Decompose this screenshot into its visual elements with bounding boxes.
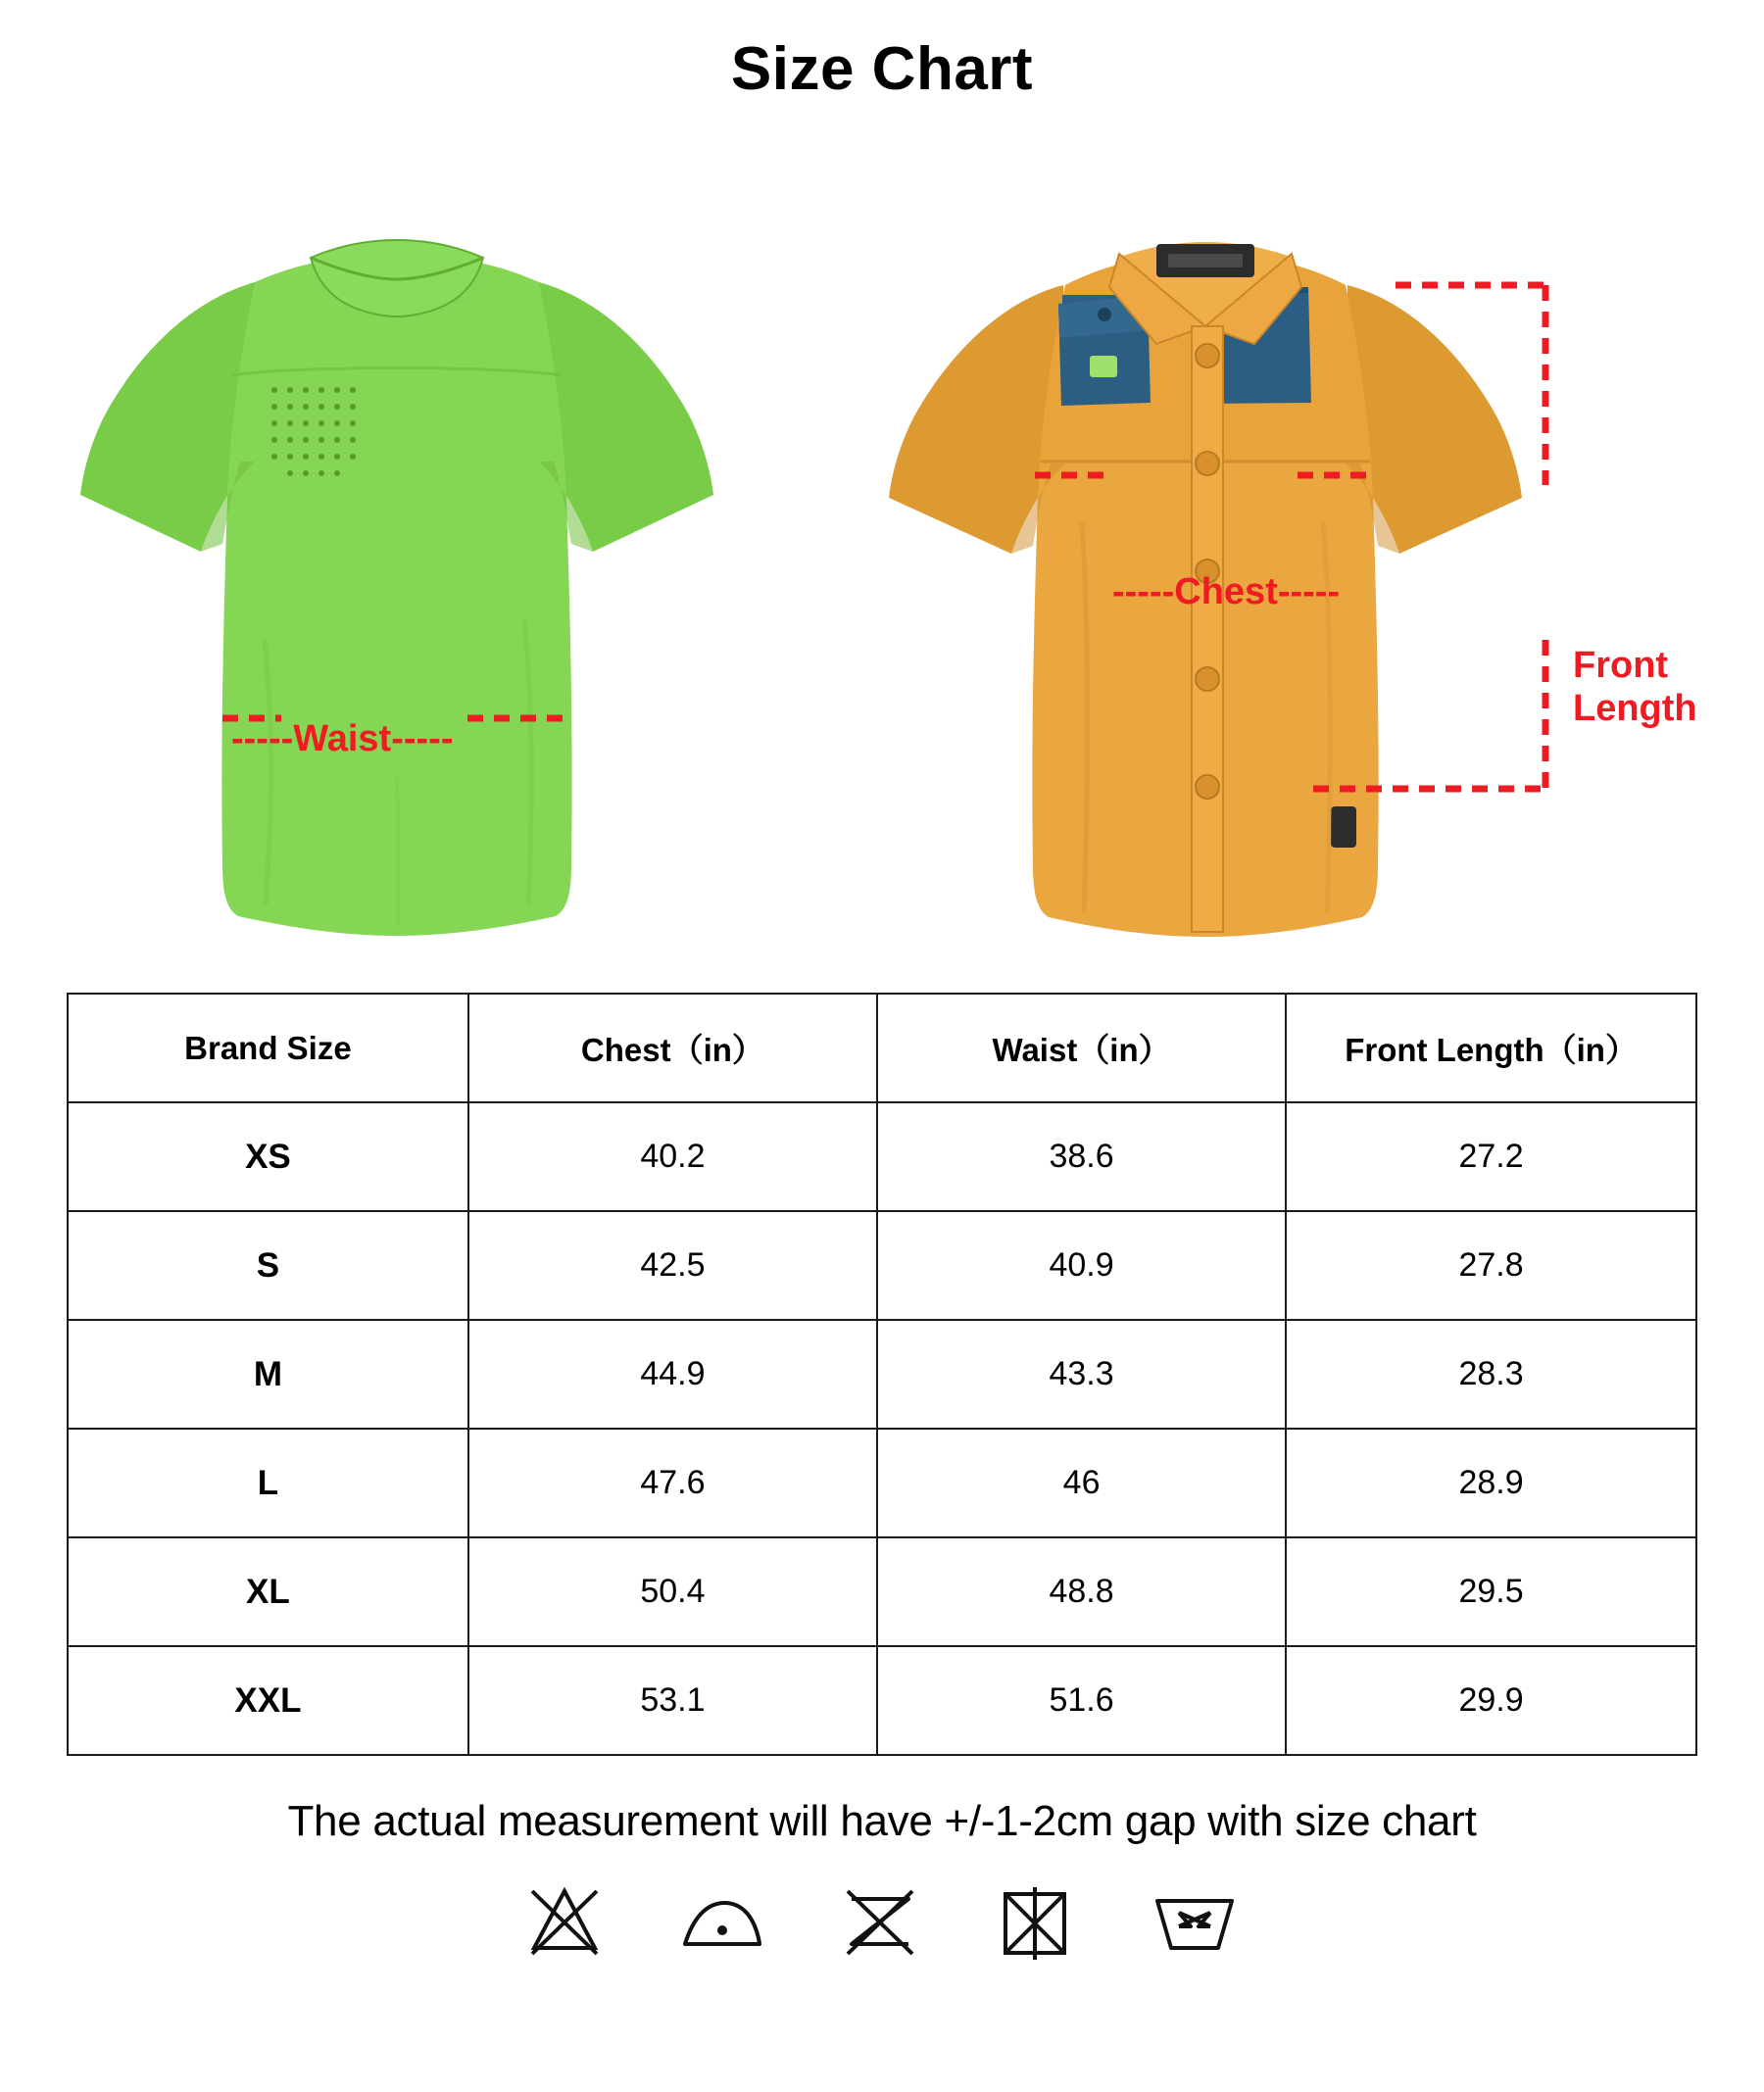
cell-chest: 50.4	[468, 1537, 877, 1646]
front-length-line-1: Front	[1573, 645, 1669, 687]
do-not-dry-clean-icon	[993, 1879, 1077, 1964]
table-row	[68, 1102, 1696, 1211]
waist-annotation-label: -----Waist-----	[231, 718, 454, 760]
do-not-bleach-icon	[522, 1879, 607, 1964]
cell-chest: 47.6	[468, 1429, 877, 1537]
column-header-waist: Waist（in）	[877, 994, 1286, 1102]
cell-size: S	[68, 1211, 468, 1320]
cell-waist: 38.6	[877, 1102, 1286, 1211]
cell-waist: 40.9	[877, 1211, 1286, 1320]
care-instructions-row	[0, 1846, 1764, 1964]
page-title: Size Chart	[730, 35, 1034, 103]
cell-chest: 40.2	[468, 1102, 877, 1211]
column-header-front-length: Front Length（in）	[1286, 994, 1696, 1102]
cell-waist: 51.6	[877, 1646, 1286, 1755]
front-length-line-2: Length	[1573, 687, 1697, 729]
cell-chest: 42.5	[468, 1211, 877, 1320]
waist-measure-line	[54, 228, 740, 953]
cell-waist: 46	[877, 1429, 1286, 1537]
size-table-container	[0, 993, 1764, 1756]
hand-wash-icon	[1148, 1879, 1242, 1964]
column-header-brand-size: Brand Size	[68, 994, 468, 1102]
shirt-back-view	[54, 228, 740, 953]
iron-low-heat-icon	[677, 1879, 767, 1964]
cell-front-length: 27.8	[1286, 1211, 1696, 1320]
cell-front-length: 28.3	[1286, 1320, 1696, 1429]
cell-chest: 44.9	[468, 1320, 877, 1429]
cell-front-length: 29.5	[1286, 1537, 1696, 1646]
front-length-annotation-label	[1573, 645, 1697, 730]
cell-size: XXL	[68, 1646, 468, 1755]
do-not-tumble-dry-icon	[838, 1879, 922, 1964]
chest-annotation-label: -----Chest-----	[1112, 571, 1341, 613]
table-row	[68, 1537, 1696, 1646]
table-row	[68, 1211, 1696, 1320]
cell-front-length: 28.9	[1286, 1429, 1696, 1537]
table-header-row	[68, 994, 1696, 1102]
cell-waist: 43.3	[877, 1320, 1286, 1429]
cell-chest: 53.1	[468, 1646, 877, 1755]
table-row	[68, 1646, 1696, 1755]
cell-front-length: 29.9	[1286, 1646, 1696, 1755]
table-row	[68, 1429, 1696, 1537]
size-table	[67, 993, 1697, 1756]
illustration-area	[0, 101, 1764, 993]
cell-size: XS	[68, 1102, 468, 1211]
cell-size: XL	[68, 1537, 468, 1646]
column-header-chest: Chest（in）	[468, 994, 877, 1102]
cell-waist: 48.8	[877, 1537, 1286, 1646]
measurement-note: The actual measurement will have +/-1-2cm gap with size chart	[287, 1797, 1477, 1846]
table-row	[68, 1320, 1696, 1429]
cell-front-length: 27.2	[1286, 1102, 1696, 1211]
cell-size: L	[68, 1429, 468, 1537]
cell-size: M	[68, 1320, 468, 1429]
